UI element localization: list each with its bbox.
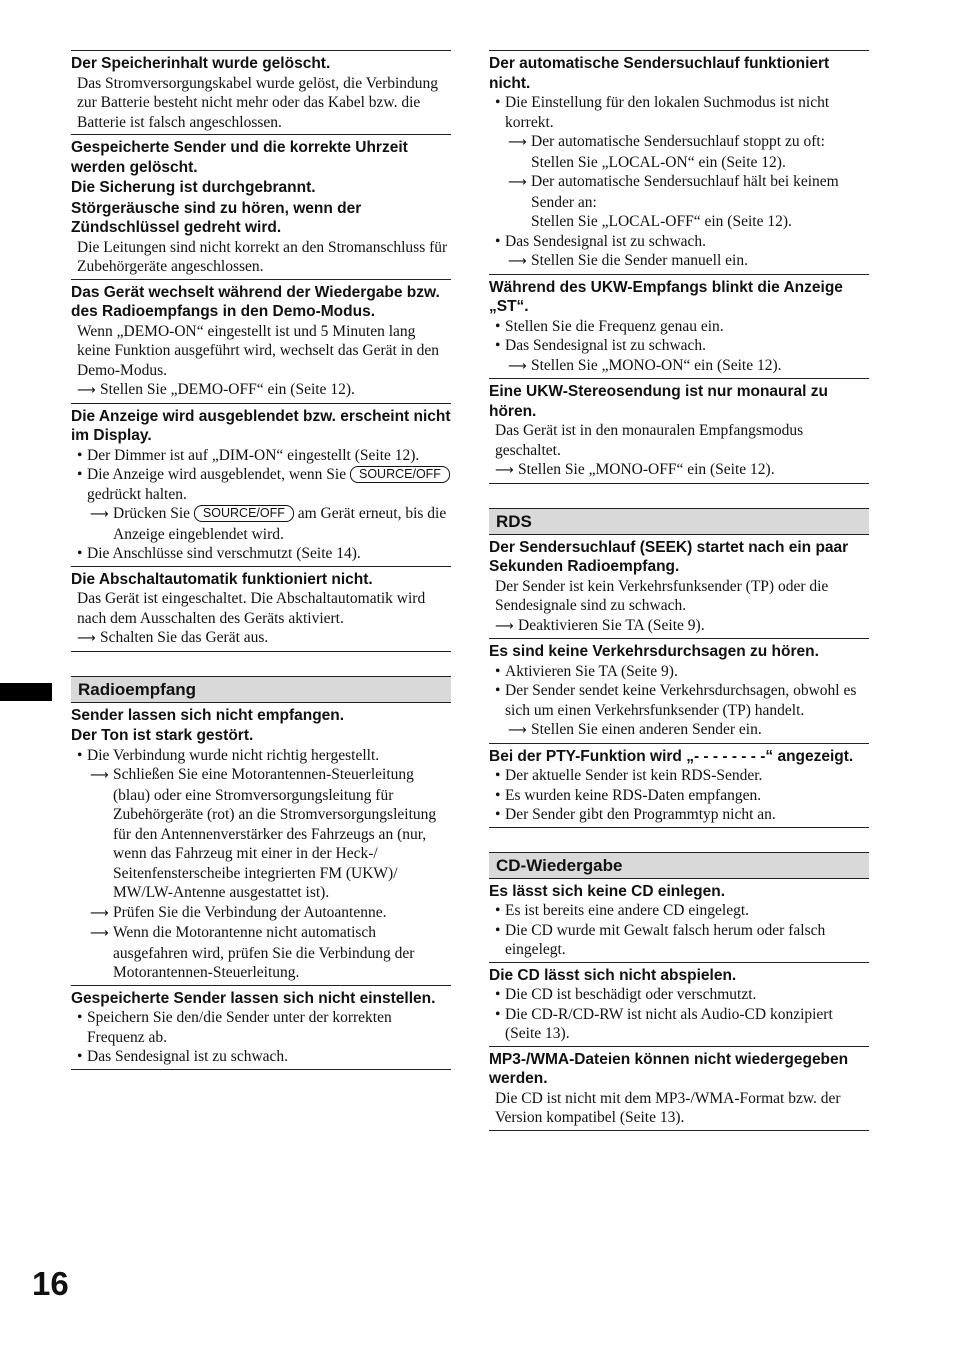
problem-heading: Störgeräusche sind zu hören, wenn der Zündschlüssel gedreht wird. bbox=[71, 199, 362, 236]
cause-bullet: • Die Anzeige wird ausgeblendet, wenn Sie SOURCE/OFF gedrückt halten. bbox=[71, 465, 451, 504]
trouble-entry-cd-play bbox=[489, 962, 869, 1046]
remedy-item: ⟶ Stellen Sie „MONO-OFF“ ein (Seite 12). bbox=[489, 460, 869, 481]
section-heading-cd: CD-Wiedergabe bbox=[489, 852, 869, 879]
section-heading-rds: RDS bbox=[489, 508, 869, 535]
trouble-entry-seek-starts bbox=[489, 535, 869, 639]
trouble-entry-cd-insert bbox=[489, 879, 869, 962]
cause-bullet: • Die CD-R/CD-RW ist nicht als Audio-CD konzipiert (Seite 13). bbox=[489, 1005, 869, 1044]
trouble-entry-presets-not-tuned bbox=[71, 985, 451, 1070]
problem-heading: Der Ton ist stark gestört. bbox=[71, 727, 254, 744]
arrow-icon: ⟶ bbox=[90, 507, 109, 522]
trouble-entry-st-blinks bbox=[489, 274, 869, 379]
remedy-detail: Stellen Sie „LOCAL-OFF“ ein (Seite 12). bbox=[531, 213, 792, 230]
remedy-item: ⟶ Der automatische Sendersuchlauf hält bei keinem Sender an: bbox=[508, 173, 839, 211]
trouble-entry-stations-erased bbox=[71, 134, 451, 279]
problem-heading: Die Sicherung ist durchgebrannt. bbox=[71, 179, 316, 196]
trouble-entry-mono-only bbox=[489, 378, 869, 484]
cause-text: Die Leitungen sind nicht korrekt an den Stromanschluss für Zubehörgeräte angeschlossen. bbox=[77, 238, 448, 275]
source-off-key-label: SOURCE/OFF bbox=[194, 505, 294, 522]
remedy-item: ⟶ Deaktivieren Sie TA (Seite 9). bbox=[489, 616, 869, 637]
arrow-icon: ⟶ bbox=[508, 175, 527, 190]
cause-text: Das Stromversorgungskabel wurde gelöst, die Verbindung zur Batterie besteht nicht mehr oder das Kabel bzw. die Batterie ist falsch angeschlossen. bbox=[77, 74, 439, 131]
trouble-entry-no-traffic bbox=[489, 638, 869, 743]
page-number: 16 bbox=[32, 1265, 69, 1302]
problem-heading: Es sind keine Verkehrsdurchsagen zu hören. bbox=[489, 643, 819, 660]
trouble-entry-auto-off bbox=[71, 566, 451, 652]
remedy-item: ⟶ Wenn die Motorantenne nicht automatisch ausgefahren wird, prüfen Sie die Verbindung der Motorantennen-Steuerleitung. bbox=[90, 924, 415, 981]
section-side-tab bbox=[0, 683, 52, 701]
cause-bullet: • Die Anschlüsse sind verschmutzt (Seite 14). bbox=[71, 544, 451, 564]
right-column bbox=[489, 50, 869, 1131]
remedy-item: ⟶ Drücken Sie SOURCE/OFF am Gerät erneut, bis die Anzeige eingeblendet wird. bbox=[90, 505, 447, 543]
cause-bullet: • Das Sendesignal ist zu schwach. bbox=[489, 232, 869, 252]
problem-heading: Der Sendersuchlauf (SEEK) startet nach ein paar Sekunden Radioempfang. bbox=[489, 538, 849, 575]
trouble-entry-memory-erased bbox=[71, 50, 451, 134]
cause-bullet: • Aktivieren Sie TA (Seite 9). bbox=[489, 662, 869, 682]
arrow-icon: ⟶ bbox=[77, 383, 96, 398]
problem-heading: Eine UKW-Stereosendung ist nur monaural zu hören. bbox=[489, 383, 828, 420]
arrow-icon: ⟶ bbox=[508, 358, 527, 374]
remedy-detail: Stellen Sie „LOCAL-ON“ ein (Seite 12). bbox=[531, 153, 786, 171]
problem-heading: Während des UKW-Empfangs blinkt die Anzeige „ST“. bbox=[489, 278, 843, 315]
arrow-icon: ⟶ bbox=[90, 768, 109, 783]
cause-bullet: • Der Sender sendet keine Verkehrsdurchsagen, obwohl es sich um einen Verkehrsfunksender (TP) handelt. bbox=[489, 681, 869, 720]
cause-text: Das Gerät ist eingeschaltet. Die Abschaltautomatik wird nach dem Ausschalten des Geräts aktiviert. bbox=[77, 590, 426, 627]
trouble-entry-mp3-wma bbox=[489, 1046, 869, 1131]
trouble-entry-demo-mode bbox=[71, 279, 451, 403]
cause-bullet: • Stellen Sie die Frequenz genau ein. bbox=[489, 317, 869, 337]
trouble-entry-auto-seek bbox=[489, 50, 869, 274]
problem-heading: Bei der PTY-Funktion wird „- - - - - - - -“ angezeigt. bbox=[489, 747, 854, 765]
problem-heading: Die Anzeige wird ausgeblendet bzw. erscheint nicht im Display. bbox=[71, 407, 451, 444]
arrow-icon: ⟶ bbox=[77, 631, 96, 646]
cause-bullet: • Der Sender gibt den Programmtyp nicht an. bbox=[489, 805, 869, 825]
problem-heading: Es lässt sich keine CD einlegen. bbox=[489, 882, 726, 900]
cause-text: Das Gerät ist in den monauralen Empfangsmodus geschaltet. bbox=[495, 422, 804, 459]
problem-heading: Die CD lässt sich nicht abspielen. bbox=[489, 966, 737, 984]
arrow-icon: ⟶ bbox=[508, 723, 527, 738]
problem-heading: Gespeicherte Sender und die korrekte Uhrzeit werden gelöscht. bbox=[71, 139, 408, 176]
problem-heading: MP3-/WMA-Dateien können nicht wiedergegeben werden. bbox=[489, 1050, 849, 1087]
problem-heading: Die Abschaltautomatik funktioniert nicht. bbox=[71, 570, 373, 588]
remedy-item: ⟶ Der automatische Sendersuchlauf stoppt zu oft: bbox=[489, 132, 869, 153]
arrow-icon: ⟶ bbox=[495, 618, 514, 634]
problem-heading: Der Speicherinhalt wurde gelöscht. bbox=[71, 55, 331, 72]
remedy-item: ⟶ Schalten Sie das Gerät aus. bbox=[71, 628, 451, 649]
section-heading-radio: Radioempfang bbox=[71, 676, 451, 703]
arrow-icon: ⟶ bbox=[508, 135, 527, 150]
problem-heading: Der automatische Sendersuchlauf funktioniert nicht. bbox=[489, 55, 830, 92]
arrow-icon: ⟶ bbox=[508, 254, 527, 269]
left-column bbox=[71, 50, 451, 1070]
trouble-entry-pty-dashes bbox=[489, 743, 869, 828]
arrow-icon: ⟶ bbox=[90, 905, 109, 921]
remedy-item: ⟶ Stellen Sie einen anderen Sender ein. bbox=[489, 720, 869, 741]
problem-heading: Das Gerät wechselt während der Wiedergabe bzw. des Radioempfangs in den Demo-Modus. bbox=[71, 283, 440, 320]
cause-bullet: • Die CD wurde mit Gewalt falsch herum oder falsch eingelegt. bbox=[489, 921, 869, 960]
problem-heading: Sender lassen sich nicht empfangen. bbox=[71, 706, 345, 724]
arrow-icon: ⟶ bbox=[495, 463, 514, 478]
cause-text: Die CD ist nicht mit dem MP3-/WMA-Format bzw. der Version kompatibel (Seite 13). bbox=[495, 1089, 841, 1126]
cause-bullet: • Es ist bereits eine andere CD eingelegt. bbox=[489, 901, 869, 921]
cause-bullet: • Die Verbindung wurde nicht richtig hergestellt. bbox=[71, 746, 451, 766]
remedy-item: ⟶ Schließen Sie eine Motorantennen-Steuerleitung (blau) oder eine Stromversorgungsleitung für Zubehörgeräte (rot) an die Stromversorgungsleitung für den Antennenverstärker des Fahrzeugs an (nur, wenn das Fahrzeug mit einer in der Heck-/ Seitenfensterscheibe integrierten FM (UKW)/ MW/LW-Antenne ausgestattet ist). bbox=[90, 766, 437, 901]
arrow-icon: ⟶ bbox=[90, 926, 109, 941]
cause-bullet: • Speichern Sie den/die Sender unter der korrekten Frequenz ab. bbox=[71, 1008, 451, 1047]
trouble-entry-display-hidden bbox=[71, 403, 451, 566]
remedy-item: ⟶ Stellen Sie „DEMO-OFF“ ein (Seite 12). bbox=[71, 380, 451, 401]
remedy-item: ⟶ Prüfen Sie die Verbindung der Autoantenne. bbox=[71, 903, 451, 924]
cause-bullet: • Das Sendesignal ist zu schwach. bbox=[71, 1047, 451, 1067]
remedy-item: ⟶ Stellen Sie die Sender manuell ein. bbox=[489, 251, 869, 272]
cause-bullet: • Der aktuelle Sender ist kein RDS-Sender. bbox=[489, 766, 869, 786]
trouble-entry-no-reception bbox=[71, 703, 451, 985]
cause-text: Der Sender ist kein Verkehrsfunksender (TP) oder die Sendesignale sind zu schwach. bbox=[495, 577, 829, 614]
cause-text: Wenn „DEMO-ON“ eingestellt ist und 5 Minuten lang keine Funktion ausgeführt wird, wechselt das Gerät in den Demo-Modus. bbox=[77, 322, 440, 379]
remedy-item: ⟶ Stellen Sie „MONO-ON“ ein (Seite 12). bbox=[489, 356, 869, 377]
source-off-key-label: SOURCE/OFF bbox=[350, 466, 450, 483]
cause-bullet: • Es wurden keine RDS-Daten empfangen. bbox=[489, 786, 869, 806]
cause-bullet: • Die CD ist beschädigt oder verschmutzt. bbox=[489, 985, 869, 1005]
problem-heading: Gespeicherte Sender lassen sich nicht einstellen. bbox=[71, 989, 436, 1007]
cause-bullet: • Die Einstellung für den lokalen Suchmodus ist nicht korrekt. bbox=[489, 93, 869, 132]
cause-bullet: • Das Sendesignal ist zu schwach. bbox=[489, 336, 869, 356]
cause-bullet: • Der Dimmer ist auf „DIM-ON“ eingestellt (Seite 12). bbox=[71, 446, 451, 466]
